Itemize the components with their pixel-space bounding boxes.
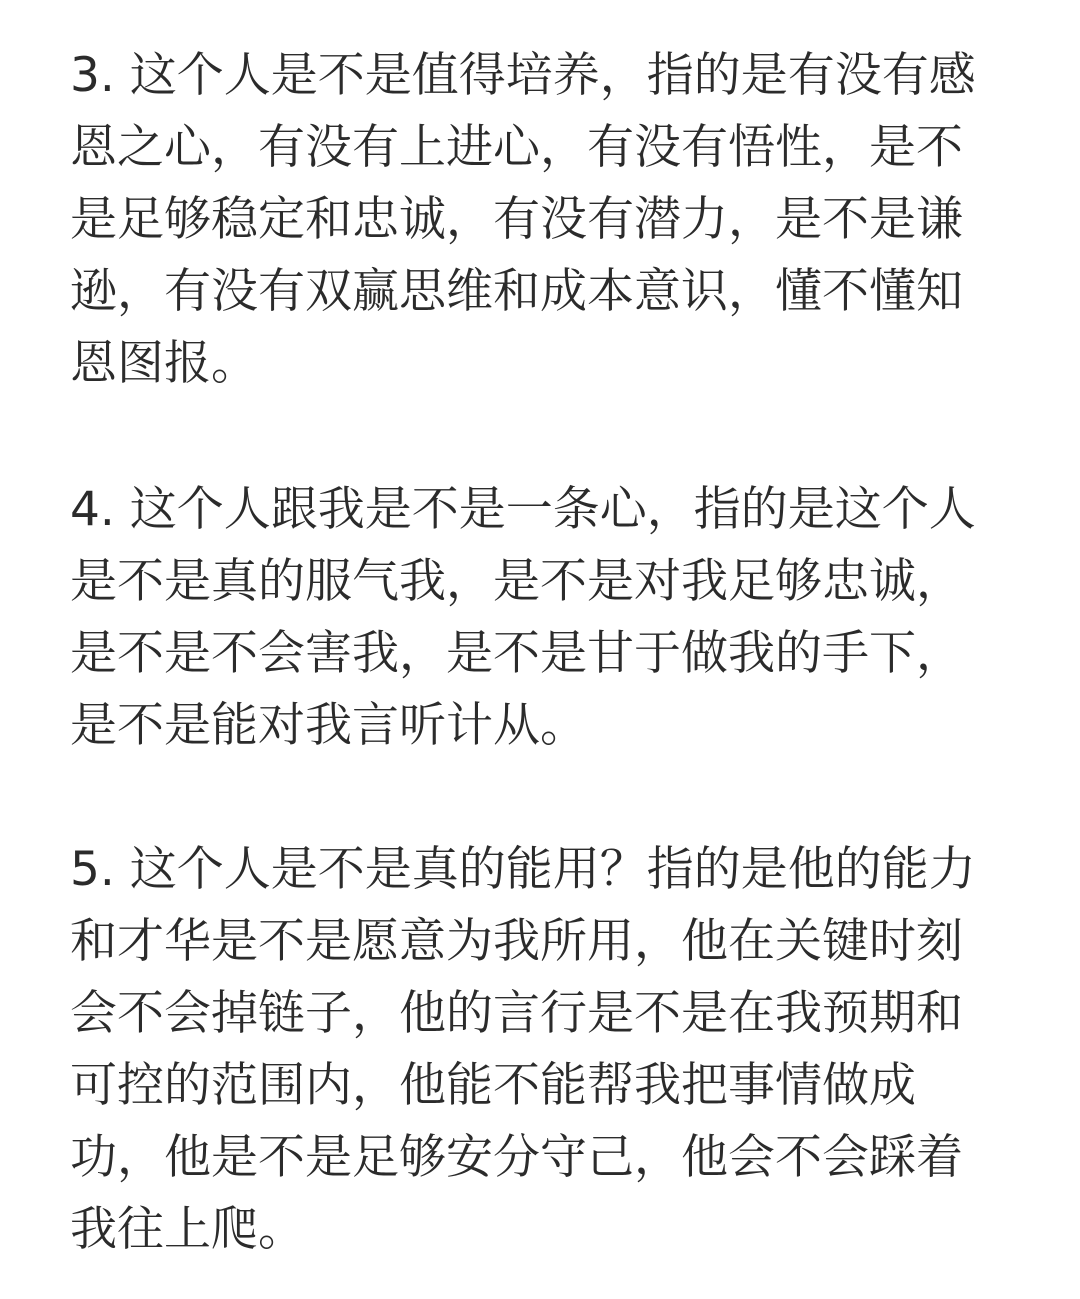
paragraph-4-line-3: 是不是不会害我，是不是甘于做我的手下， <box>70 626 963 681</box>
paragraph-5-line-2: 和才华是不是愿意为我所用，他在关键时刻 <box>70 914 963 969</box>
paragraph-4-line-1: 4. 这个人跟我是不是一条心，指的是这个人 <box>70 482 976 537</box>
paragraph-3-line-2: 恩之心，有没有上进心，有没有悟性，是不 <box>70 120 963 175</box>
paragraph-5-line-6: 我往上爬。 <box>70 1202 305 1257</box>
paragraph-4-line-4: 是不是能对我言听计从。 <box>70 698 587 753</box>
paragraph-5-line-1: 5. 这个人是不是真的能用？指的是他的能力 <box>70 842 976 897</box>
paragraph-5 <box>70 834 1030 1266</box>
paragraph-3-line-1: 3. 这个人是不是值得培养，指的是有没有感 <box>70 48 976 103</box>
paragraph-4-line-2: 是不是真的服气我，是不是对我足够忠诚， <box>70 554 963 609</box>
paragraph-5-line-5: 功，他是不是足够安分守己，他会不会踩着 <box>70 1130 963 1185</box>
paragraph-3-line-4: 逊，有没有双赢思维和成本意识，懂不懂知 <box>70 264 963 319</box>
paragraph-5-line-3: 会不会掉链子，他的言行是不是在我预期和 <box>70 986 963 1041</box>
paragraph-4 <box>70 474 1030 762</box>
paragraph-5-line-4: 可控的范围内，他能不能帮我把事情做成 <box>70 1058 916 1113</box>
paragraph-3 <box>70 40 1030 400</box>
paragraph-3-line-5: 恩图报。 <box>70 336 258 391</box>
paragraph-3-line-3: 是足够稳定和忠诚，有没有潜力，是不是谦 <box>70 192 963 247</box>
